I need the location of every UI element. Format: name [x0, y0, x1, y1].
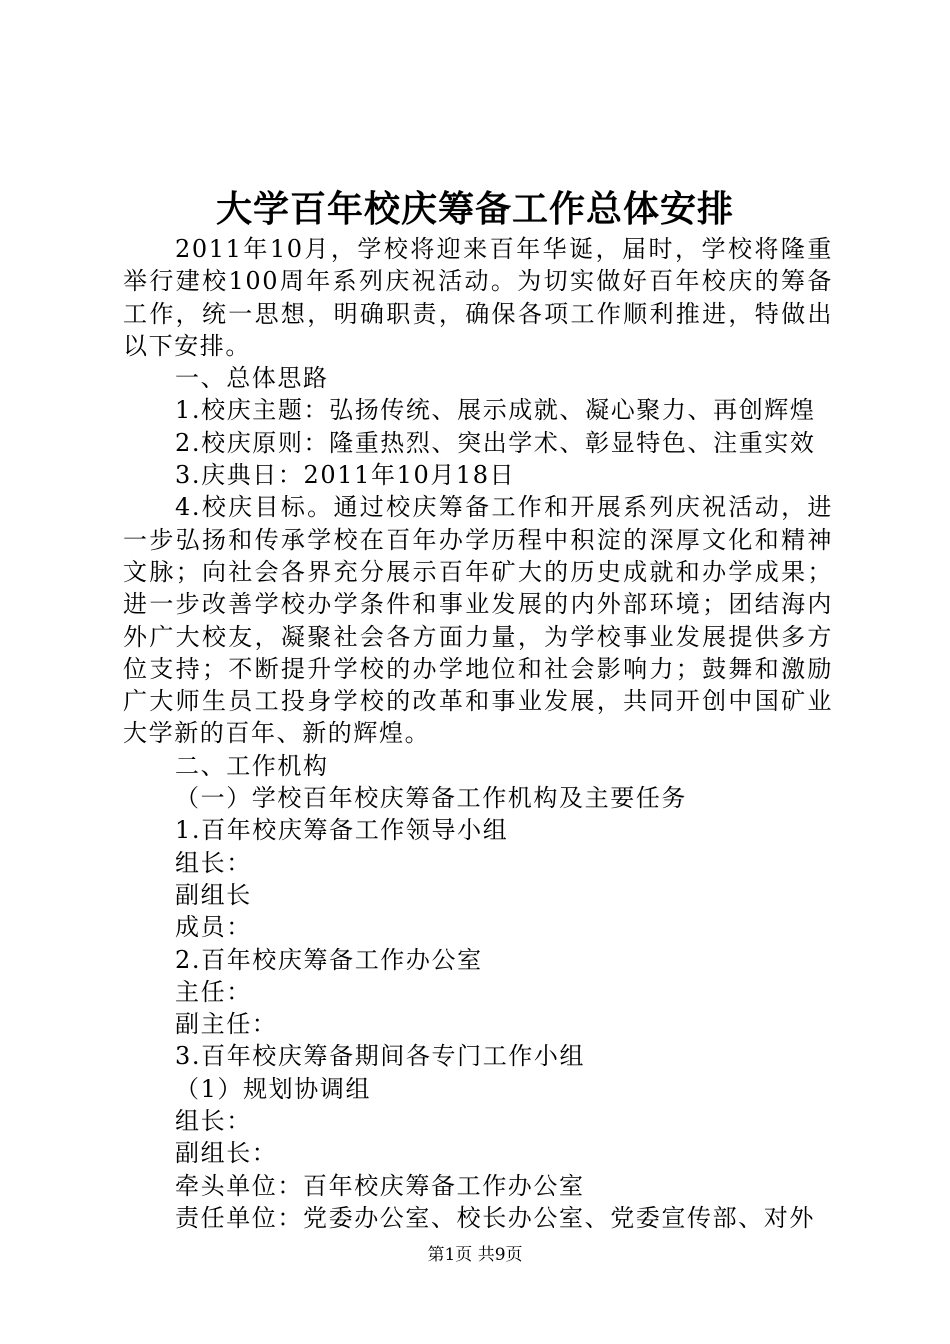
section-heading-overall-approach: 一、总体思路: [175, 364, 329, 393]
list-item-celebration-date: 3.庆典日：2011年10月18日: [175, 461, 516, 490]
list-item-principle: 2.校庆原则：隆重热烈、突出学术、彰显特色、注重实效: [175, 428, 816, 457]
page-number-footer: 第1页 共9页: [427, 1245, 523, 1265]
section-heading-organization: 二、工作机构: [175, 751, 329, 780]
role-line: 成员：: [175, 913, 252, 942]
list-item-leading-group: 1.百年校庆筹备工作领导小组: [175, 816, 509, 845]
list-item-working-groups: 3.百年校庆筹备期间各专门工作小组: [175, 1042, 586, 1071]
document-body: [123, 233, 833, 1234]
role-line: 副主任：: [175, 1010, 278, 1039]
role-line: 副组长：: [175, 1139, 278, 1168]
role-line: 主任：: [175, 977, 252, 1006]
subsection-heading: （一）学校百年校庆筹备工作机构及主要任务: [175, 784, 687, 813]
list-item-office: 2.百年校庆筹备工作办公室: [175, 945, 483, 974]
list-item-theme: 1.校庆主题：弘扬传统、展示成就、凝心聚力、再创辉煌: [175, 396, 816, 425]
lead-unit-line: 牵头单位：百年校庆筹备工作办公室: [175, 1171, 585, 1200]
document-title: 大学百年校庆筹备工作总体安排: [215, 188, 734, 230]
group-heading-planning: （1）规划协调组: [175, 1074, 372, 1103]
role-line: 组长：: [175, 848, 252, 877]
role-line: 组长：: [175, 1107, 252, 1136]
responsible-units-line: 责任单位：党委办公室、校长办公室、党委宣传部、对外: [175, 1203, 815, 1232]
paragraph-goals: 4.校庆目标。通过校庆筹备工作和开展系列庆祝活动，进一步弘扬和传承学校在百年办学历程中积淀的深厚文化和精神文脉；向社会各界充分展示百年矿大的历史成就和办学成果；进一步改善学校办学条件和事业发展的内外部环境；团结海内外广大校友，凝聚社会各方面力量，为学校事业发展提供多方位支持；不断提升学校的办学地位和社会影响力；鼓舞和激励广大师生员工投身学校的改革和事业发展，共同开创中国矿业大学新的百年、新的辉煌。: [123, 493, 833, 748]
role-line: 副组长: [175, 880, 252, 909]
paragraph-intro: 2011年10月，学校将迎来百年华诞，届时，学校将隆重举行建校100周年系列庆祝活动。为切实做好百年校庆的筹备工作，统一思想，明确职责，确保各项工作顺利推进，特做出以下安排。: [123, 235, 833, 360]
